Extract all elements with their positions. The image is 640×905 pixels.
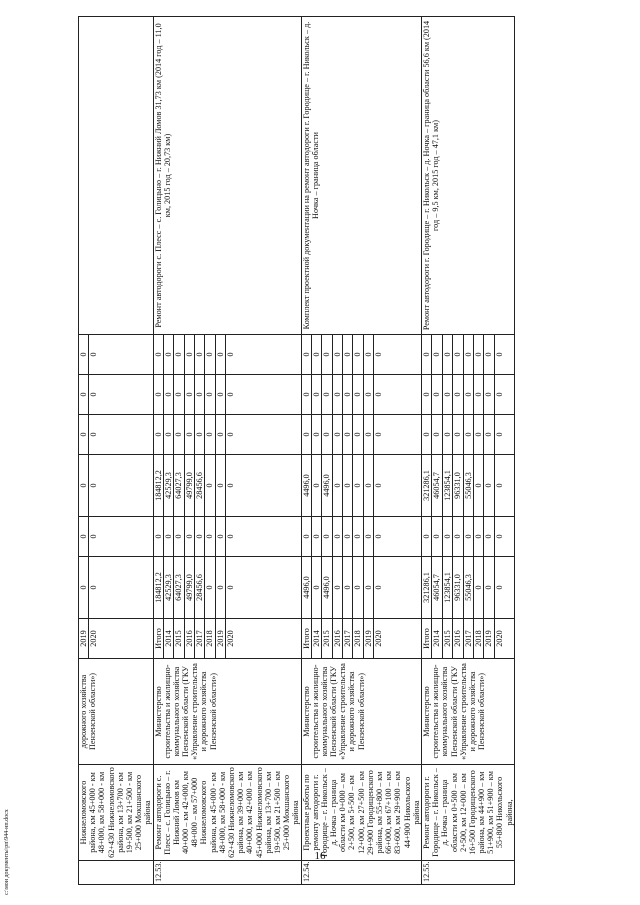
federal-column-cell: 0 [374, 534, 384, 539]
regional-column-cell: 0 [484, 455, 494, 516]
year-column-cell: 2017 [195, 619, 205, 658]
federal-column [153, 517, 301, 557]
regional-column [421, 455, 514, 517]
total-column-cell: 123854,1 [443, 557, 453, 618]
total-column-cell: 0 [226, 585, 236, 590]
regional-column-cell: 64027,3 [174, 455, 184, 516]
extra-column-cell: 0 [353, 375, 363, 414]
extra-column-cell: 0 [453, 375, 463, 414]
extra-column-cell: 0 [164, 375, 174, 414]
regional-column-cell: 0 [333, 455, 343, 516]
total-column-cell: 0 [353, 557, 363, 618]
regional-column-cell: 123854,1 [443, 455, 453, 516]
total-column-cell: 0 [364, 557, 374, 618]
extra-column-cell: 0 [89, 392, 99, 397]
total-column-cell: 321286,1 [422, 557, 432, 618]
other-column-cell: 0 [89, 352, 99, 357]
year-column-cell: 2020 [494, 630, 504, 647]
year-column-cell: Итого [422, 619, 432, 658]
total-column-cell: 0 [484, 557, 494, 618]
expected-result [79, 17, 154, 335]
total-column-cell: 0 [205, 557, 215, 618]
regional-column-cell: 0 [494, 483, 504, 488]
regional-column-cell: 0 [312, 455, 322, 516]
extra-column [421, 375, 514, 415]
local-column-cell: 0 [174, 415, 184, 454]
regional-column [153, 455, 301, 517]
footer-path [4, 635, 10, 895]
total-column [79, 557, 154, 619]
local-column [79, 415, 154, 455]
federal-column-cell: 0 [432, 517, 442, 556]
local-column [301, 415, 421, 455]
regional-column-cell: 0 [89, 483, 99, 488]
other-column-cell: 0 [453, 335, 463, 374]
extra-column-cell: 0 [205, 375, 215, 414]
local-column-cell: 0 [226, 432, 236, 437]
other-column-cell: 0 [422, 335, 432, 374]
regional-column-cell: 0 [364, 455, 374, 516]
federal-column-cell: 0 [364, 517, 374, 556]
extra-column-cell: 0 [174, 375, 184, 414]
extra-column [153, 375, 301, 415]
total-column-cell: 4496,0 [302, 557, 312, 618]
local-column-cell: 0 [89, 432, 99, 437]
extra-column-cell: 0 [195, 375, 205, 414]
row-number: 12.55. [421, 861, 514, 885]
other-column-cell: 0 [484, 335, 494, 374]
year-column-cell: 2014 [164, 619, 174, 658]
year-column [301, 619, 421, 659]
regional-column-cell: 184812,2 [154, 455, 164, 516]
local-column-cell: 0 [205, 415, 215, 454]
regional-column-cell: 42529,3 [164, 455, 174, 516]
regional-column-cell: 0 [474, 455, 484, 516]
total-column-cell: 0 [474, 557, 484, 618]
year-column-cell: 2014 [312, 619, 322, 658]
local-column-cell: 0 [195, 415, 205, 454]
local-column-cell: 0 [453, 415, 463, 454]
federal-column-cell: 0 [322, 517, 332, 556]
other-column-cell: 0 [205, 335, 215, 374]
other-column-cell: 0 [79, 335, 89, 374]
year-column [153, 619, 301, 659]
total-column [301, 557, 421, 619]
table-body [79, 17, 515, 885]
table-row [79, 17, 154, 885]
total-column-cell: 0 [333, 557, 343, 618]
federal-column-cell: 0 [195, 517, 205, 556]
total-column [153, 557, 301, 619]
regional-column-cell: 4496,0 [302, 455, 312, 516]
other-column-cell: 0 [464, 335, 474, 374]
other-column-cell: 0 [494, 352, 504, 357]
year-column-cell: 2019 [79, 619, 89, 658]
federal-column [421, 517, 514, 557]
total-column-cell: 0 [343, 557, 353, 618]
local-column [153, 415, 301, 455]
extra-column-cell: 0 [302, 375, 312, 414]
year-column [421, 619, 514, 659]
year-column-cell: 2020 [226, 630, 236, 647]
federal-column-cell: 0 [343, 517, 353, 556]
other-column-cell: 0 [353, 335, 363, 374]
activity-name: Проектные работы по ремонту автодороги г. Городище – г. Никольск – д. Ночка – граница области км 0+000 – км 2+500, км 5+500 – км 12+000, км 27+500 – км 29+900 Городищенского района, км 55+800 – км 66+000, км 67+100 – км 83+600, км 29+900 – км 44+900 Никольского района [301, 765, 421, 861]
local-column-cell: 0 [164, 415, 174, 454]
total-column-cell: 55046,3 [464, 557, 474, 618]
regional-column-cell: 96331,0 [453, 455, 463, 516]
total-column-cell: 0 [89, 585, 99, 590]
other-column-cell: 0 [195, 335, 205, 374]
total-column-cell: 49799,0 [185, 557, 195, 618]
federal-column-cell: 0 [474, 517, 484, 556]
year-column-cell: Итого [302, 619, 312, 658]
regional-column [79, 455, 154, 517]
expected-result: Ремонт автодороги г. Городище – г. Никольск – д. Ночка – граница области 56,6 км (2014 год – 9,5 км, 2015 год – 47,1 км) [421, 17, 514, 335]
extra-column-cell: 0 [185, 375, 195, 414]
federal-column-cell: 0 [89, 534, 99, 539]
other-column-cell: 0 [164, 335, 174, 374]
total-column-cell: 46054,7 [432, 557, 442, 618]
page-number-text: 16 [314, 850, 326, 862]
local-column-cell: 0 [374, 432, 384, 437]
federal-column-cell: 0 [226, 534, 236, 539]
extra-column-cell: 0 [494, 392, 504, 397]
extra-column-cell: 0 [443, 375, 453, 414]
extra-column-cell: 0 [226, 392, 236, 397]
federal-column-cell: 0 [216, 517, 226, 556]
other-column [153, 335, 301, 375]
regional-column-cell: 0 [226, 483, 236, 488]
regional-column-cell: 49799,0 [185, 455, 195, 516]
extra-column-cell: 0 [154, 375, 164, 414]
extra-column [79, 375, 154, 415]
federal-column-cell: 0 [333, 517, 343, 556]
total-column-cell: 96331,0 [453, 557, 463, 618]
federal-column-cell: 0 [79, 517, 89, 556]
year-column-cell: 2016 [185, 619, 195, 658]
regional-column-cell: 0 [216, 455, 226, 516]
year-column-cell: 2016 [453, 619, 463, 658]
extra-column-cell: 0 [79, 375, 89, 414]
year-column-cell: 2014 [432, 619, 442, 658]
total-column-cell: 0 [216, 557, 226, 618]
regional-column [301, 455, 421, 517]
extra-column-cell: 0 [484, 375, 494, 414]
total-column-cell: 28456,6 [195, 557, 205, 618]
year-column-cell: 2016 [333, 619, 343, 658]
local-column-cell: 0 [484, 415, 494, 454]
federal-column-cell: 0 [422, 517, 432, 556]
local-column-cell: 0 [154, 415, 164, 454]
local-column-cell: 0 [312, 415, 322, 454]
year-column [79, 619, 154, 659]
local-column-cell: 0 [322, 415, 332, 454]
other-column-cell: 0 [343, 335, 353, 374]
total-column-cell: 184812,2 [154, 557, 164, 618]
other-column-cell: 0 [226, 352, 236, 357]
total-column-cell: 64027,3 [174, 557, 184, 618]
other-column-cell: 0 [432, 335, 442, 374]
row-number: 12.53. [153, 861, 301, 885]
total-column-cell: 4496,0 [322, 557, 332, 618]
local-column [421, 415, 514, 455]
year-column-cell: 2020 [89, 630, 99, 647]
row-number: 12.54. [301, 861, 421, 885]
year-column-cell: 2019 [484, 619, 494, 658]
regional-column-cell: 321286,1 [422, 455, 432, 516]
local-column-cell: 0 [464, 415, 474, 454]
executor: дорожного хозяйства Пензенской области») [79, 659, 154, 765]
federal-column-cell: 0 [312, 517, 322, 556]
year-column-cell: 2015 [322, 619, 332, 658]
other-column-cell: 0 [312, 335, 322, 374]
local-column-cell: 0 [474, 415, 484, 454]
other-column-cell: 0 [185, 335, 195, 374]
extra-column-cell: 0 [432, 375, 442, 414]
federal-column-cell: 0 [464, 517, 474, 556]
other-column-cell: 0 [443, 335, 453, 374]
total-column-cell: 42529,3 [164, 557, 174, 618]
federal-column-cell: 0 [353, 517, 363, 556]
rotated-table-wrapper [78, 17, 560, 885]
year-column-cell: 2015 [443, 619, 453, 658]
year-column-cell: 2020 [374, 630, 384, 647]
local-column-cell: 0 [216, 415, 226, 454]
executor: Министерство строительства и жилищно-коммунального хозяйства Пензенской области (ГКУ «Управление строительства и дорожного хозяйства Пензенской области») [301, 659, 421, 765]
year-column-cell: 2018 [474, 619, 484, 658]
table-row [301, 17, 421, 885]
extra-column-cell: 0 [312, 375, 322, 414]
federal-column [79, 517, 154, 557]
total-column-cell: 0 [374, 585, 384, 590]
table-row [153, 17, 301, 885]
other-column [301, 335, 421, 375]
local-column-cell: 0 [364, 415, 374, 454]
total-column-cell: 0 [312, 557, 322, 618]
year-column-cell: 2018 [205, 619, 215, 658]
federal-column-cell: 0 [174, 517, 184, 556]
extra-column-cell: 0 [422, 375, 432, 414]
local-column-cell: 0 [353, 415, 363, 454]
federal-column-cell: 0 [302, 517, 312, 556]
table-row [421, 17, 514, 885]
regional-column-cell: 0 [374, 483, 384, 488]
local-column-cell: 0 [333, 415, 343, 454]
other-column-cell: 0 [374, 352, 384, 357]
activity-name: Нижнеломовского района, км 45+000 - км 48+000, км 58+000 - км 62+430 Нижнеломовского района, км 13+700 - км 19+500, км 21+500 - км 25+000 Мокшанского района [79, 765, 154, 861]
federal-column-cell: 0 [154, 517, 164, 556]
other-column-cell: 0 [216, 335, 226, 374]
local-column-cell: 0 [79, 415, 89, 454]
federal-column-cell: 0 [453, 517, 463, 556]
other-column [79, 335, 154, 375]
regional-column-cell: 0 [79, 455, 89, 516]
federal-column [301, 517, 421, 557]
local-column-cell: 0 [443, 415, 453, 454]
year-column-cell: 2015 [174, 619, 184, 658]
federal-column-cell: 0 [185, 517, 195, 556]
regional-column-cell: 4496,0 [322, 455, 332, 516]
regional-column-cell: 0 [205, 455, 215, 516]
activity-name: Ремонт автодороги г. Городище – г. Никольск – д. Ночка – граница области км 0+500 – км 2+500, км 12+000 – км 16+500 Городищенского района, км 44+900 – км 51+900, км 51+900 – км 55+800 Никольского района, [421, 765, 514, 861]
total-column-cell: 0 [79, 557, 89, 618]
expected-result: Комплект проектной документации на ремонт автодороги г. Городище – г. Никольск – д. Ночка – граница области [301, 17, 421, 335]
local-column-cell: 0 [494, 432, 504, 437]
row-number [79, 861, 154, 885]
regional-column-cell: 0 [353, 455, 363, 516]
other-column-cell: 0 [333, 335, 343, 374]
total-column [421, 557, 514, 619]
year-column-cell: 2017 [464, 619, 474, 658]
year-column-cell: Итого [154, 619, 164, 658]
extra-column-cell: 0 [322, 375, 332, 414]
extra-column-cell: 0 [364, 375, 374, 414]
federal-column-cell: 0 [164, 517, 174, 556]
federal-column-cell: 0 [443, 517, 453, 556]
other-column-cell: 0 [302, 335, 312, 374]
extra-column-cell: 0 [464, 375, 474, 414]
federal-column-cell: 0 [205, 517, 215, 556]
federal-column-cell: 0 [494, 534, 504, 539]
total-column-cell: 0 [494, 585, 504, 590]
extra-column-cell: 0 [216, 375, 226, 414]
other-column-cell: 0 [474, 335, 484, 374]
local-column-cell: 0 [432, 415, 442, 454]
footer-path-text: c:\мои документы\рп\944-нп.docx [4, 809, 10, 895]
year-column-cell: 2018 [353, 619, 363, 658]
executor: Министерство строительства и жилищно-коммунального хозяйства Пензенской области (ГКУ «Управление строительства и дорожного хозяйства Пензенской области») [421, 659, 514, 765]
other-column-cell: 0 [322, 335, 332, 374]
executor: Министерство строительства и жилищно-коммунального хозяйства Пензенской области (ГКУ «Управление строительства и дорожного хозяйства Пензенской области») [153, 659, 301, 765]
regional-column-cell: 0 [343, 455, 353, 516]
extra-column-cell: 0 [374, 392, 384, 397]
federal-column-cell: 0 [484, 517, 494, 556]
year-column-cell: 2019 [216, 619, 226, 658]
regional-column-cell: 46054,7 [432, 455, 442, 516]
extra-column [301, 375, 421, 415]
local-column-cell: 0 [185, 415, 195, 454]
expected-result: Ремонт автодороги с. Плесс – с. Голицыно – г. Нижний Ломов 31,73 км (2014 год – 11,0 км, 2015 год – 20,73 км) [153, 17, 301, 335]
other-column [421, 335, 514, 375]
other-column-cell: 0 [174, 335, 184, 374]
program-table [78, 16, 515, 885]
year-column-cell: 2017 [343, 619, 353, 658]
extra-column-cell: 0 [343, 375, 353, 414]
local-column-cell: 0 [343, 415, 353, 454]
other-column-cell: 0 [364, 335, 374, 374]
other-column-cell: 0 [154, 335, 164, 374]
regional-column-cell: 28456,6 [195, 455, 205, 516]
activity-name: Ремонт автодороги с. Плесс – с. Голицыно – г. Нижний Ломов км 40+000 – км 42+000, км 48+000 – км 57+000 Нижнеломовского района, км 45+000 - км 48+000, км 58+000 - км 62+430 Нижнеломовского района, км 39+000 – км 40+000, км 42+000 – км 45+000 Нижнеломовского района, км 13+700 – км 19+500, км 21+500 – км 25+000 Мокшанского района [153, 765, 301, 861]
extra-column-cell: 0 [474, 375, 484, 414]
local-column-cell: 0 [302, 415, 312, 454]
local-column-cell: 0 [422, 415, 432, 454]
regional-column-cell: 55046,3 [464, 455, 474, 516]
year-column-cell: 2019 [364, 619, 374, 658]
extra-column-cell: 0 [333, 375, 343, 414]
